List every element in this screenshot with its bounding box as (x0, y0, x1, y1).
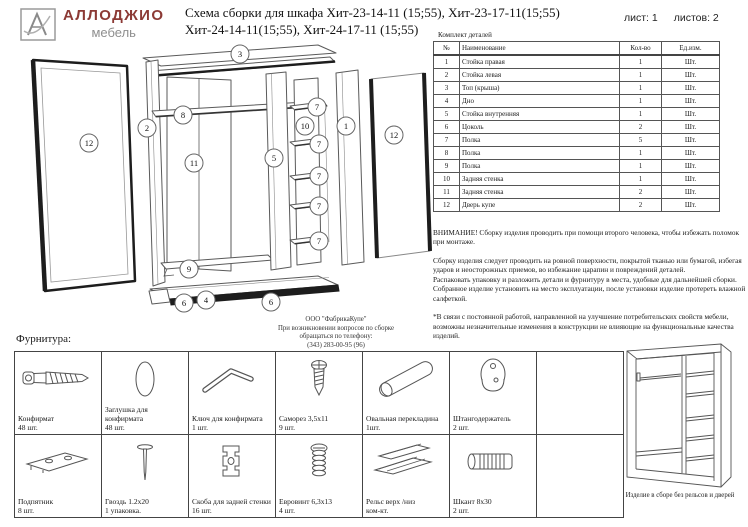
hardware-cell (276, 352, 363, 435)
callout (337, 117, 355, 135)
callout (265, 149, 283, 167)
part-name: Дно (460, 95, 620, 108)
part-unit: Шт. (662, 147, 720, 160)
manufacturer-contact (252, 316, 420, 350)
part-no: 8 (434, 147, 460, 160)
part-name: Полка (460, 134, 620, 147)
callout-label: 4 (203, 295, 209, 305)
callout (175, 294, 193, 312)
contact-phone: (343) 283-00-95 (96) (307, 341, 365, 349)
parts-row (434, 134, 720, 147)
warning-text: ВНИМАНИЕ! Сборку изделия проводить при помощи второго человека, чтобы избежать поломок при монтаже. (433, 228, 740, 247)
hardware-qty: 8 шт. (18, 506, 34, 515)
hardware-qty: 1 шт. (192, 423, 208, 432)
title-line-2: Хит-24-14-11(15;55), Хит-24-17-11 (15;55) (185, 21, 419, 37)
callout-label: 11 (189, 158, 199, 168)
hex-key-icon (193, 357, 271, 401)
part-no: 2 (434, 69, 460, 82)
callout (310, 135, 328, 153)
callout-label: 6 (181, 298, 187, 308)
hardware-cell (102, 352, 189, 435)
hardware-cell (15, 435, 102, 518)
back-panel-bracket-icon (193, 440, 271, 484)
hardware-qty: 16 шт. (192, 506, 212, 515)
parts-row (434, 55, 720, 69)
part-qty: 1 (620, 108, 662, 121)
parts-row (434, 69, 720, 82)
part-unit: Шт. (662, 134, 720, 147)
hardware-cell (276, 435, 363, 518)
part-qty: 1 (620, 95, 662, 108)
oval-rod-icon (367, 357, 445, 401)
nail-icon (106, 440, 184, 484)
hardware-name: Евровинт 6,3х13 (279, 497, 332, 506)
hardware-cell (363, 435, 450, 518)
callout-label: 10 (300, 121, 310, 131)
hardware-qty: 2 шт. (453, 423, 469, 432)
brand-logo (20, 8, 164, 41)
note-paragraph: *В связи с постоянной работой, направленной на улучшение потребительских свойств мебели, возможны незначительные изменения в конструкции не влияющие на функциональные качества изделий. (433, 312, 734, 341)
part-name: Топ (крыша) (460, 82, 620, 95)
foot-pad-icon (19, 440, 97, 484)
hardware-cell (189, 352, 276, 435)
euro-screw-icon (280, 440, 358, 484)
callout-label: 8 (180, 110, 186, 120)
callout-label: 12 (84, 138, 94, 148)
title-line-1: Схема сборки для шкафа Хит-23-14-11 (15;55), Хит-23-17-11(15;55) (185, 5, 560, 20)
part-unit: Шт. (662, 173, 720, 186)
hardware-qty: ком-кт. (366, 506, 389, 515)
left-door (33, 60, 135, 291)
part-qty: 5 (620, 134, 662, 147)
part-name: Дверь купе (460, 199, 620, 212)
part-unit: Шт. (662, 186, 720, 199)
sheets-total: листов: 2 (673, 12, 719, 24)
hardware-qty: 4 шт. (279, 506, 295, 515)
logo-icon (20, 8, 56, 41)
hardware-caption: Фурнитура: (16, 333, 72, 345)
callout (231, 45, 249, 63)
hardware-qty: 48 шт. (105, 423, 125, 432)
hardware-name: Конфирмат (18, 414, 55, 423)
hardware-cell (102, 435, 189, 518)
part-unit: Шт. (662, 199, 720, 212)
hardware-name: Саморез 3,5х11 (279, 414, 329, 423)
callout (296, 117, 314, 135)
hardware-name: Штангодержатель (453, 414, 511, 423)
callout-label: 9 (186, 264, 192, 274)
part-qty: 2 (620, 186, 662, 199)
hardware-qty: 48 шт. (18, 423, 38, 432)
hardware-name: Заглушка для конфирмата (105, 405, 148, 423)
part-qty: 1 (620, 55, 662, 69)
hardware-name: Гвоздь 1.2х20 (105, 497, 149, 506)
parts-row (434, 108, 720, 121)
page-title (185, 5, 560, 39)
note-paragraph: Собранное изделие установить на место эксплуатации, после установки изделие протереть влажной салфеткой. (433, 284, 746, 303)
parts-table (433, 41, 720, 212)
hardware-cell (450, 435, 537, 518)
callout (310, 167, 328, 185)
part-no: 11 (434, 186, 460, 199)
part-name: Стойка внутренняя (460, 108, 620, 121)
dowel-icon (454, 440, 532, 484)
part-name: Задняя стенка (460, 186, 620, 199)
part-unit: Шт. (662, 160, 720, 173)
callout (197, 291, 215, 309)
rod-holder-icon (454, 357, 532, 401)
part-qty: 1 (620, 173, 662, 186)
part-no: 10 (434, 173, 460, 186)
hardware-qty: 1шт. (366, 423, 381, 432)
contact-line: обращаться по телефону: (299, 333, 373, 341)
exploded-assembly-diagram (10, 40, 435, 332)
col-header-no: № (434, 42, 460, 56)
part-no: 4 (434, 95, 460, 108)
contact-line: При возникновении вопросов по сборке (277, 324, 395, 332)
note-paragraph: Сборку изделия следует проводить на ровной поверхности, покрытой тканью или бумагой, избегая ударов и неосторожных приемов, во избежание царапин и повреждений деталей. (433, 255, 742, 275)
parts-header-row (434, 42, 720, 56)
part-no: 7 (434, 134, 460, 147)
callout-label: 7 (316, 171, 322, 181)
self-tapping-screw-icon (280, 357, 358, 401)
hardware-name: Овальная перекладина (366, 414, 439, 423)
parts-row (434, 82, 720, 95)
callout (310, 232, 328, 250)
parts-row (434, 121, 720, 134)
callout (174, 106, 192, 124)
part-qty: 2 (620, 199, 662, 212)
part-unit: Шт. (662, 95, 720, 108)
hardware-table (14, 351, 624, 518)
part-unit: Шт. (662, 69, 720, 82)
part-name: Стойка правая (460, 55, 620, 69)
assembled-view-caption: Изделие в сборе без рельсов и дверей (625, 492, 735, 499)
hardware-name: Шкант 8х30 (453, 497, 492, 506)
part-qty: 1 (620, 147, 662, 160)
rail-icon (367, 440, 445, 484)
hardware-name: Подпятник (18, 497, 54, 506)
part-name: Полка (460, 160, 620, 173)
callout-label: 12 (389, 130, 399, 140)
hardware-cell (189, 435, 276, 518)
part-unit: Шт. (662, 82, 720, 95)
callout-label: 2 (144, 123, 150, 133)
left-upright (146, 60, 165, 286)
hardware-qty: 2 шт. (453, 506, 469, 515)
parts-row (434, 147, 720, 160)
right-upright (336, 70, 364, 265)
callout-label: 3 (237, 49, 243, 59)
assembled-product-drawing (615, 342, 748, 492)
part-name: Стойка левая (460, 69, 620, 82)
brand-subtitle: мебель (91, 24, 136, 40)
sheet-info (624, 12, 735, 24)
part-no: 3 (434, 82, 460, 95)
part-unit: Шт. (662, 55, 720, 69)
callout-label: 7 (316, 236, 322, 246)
hardware-name: Ключ для конфирмата (192, 414, 263, 423)
part-qty: 1 (620, 82, 662, 95)
hardware-cell (15, 352, 102, 435)
parts-row (434, 95, 720, 108)
callout (310, 197, 328, 215)
assembly-notes (433, 228, 746, 341)
parts-table-caption: Комплект деталей (438, 31, 492, 39)
hardware-name: Скоба для задней стенки (192, 497, 271, 506)
callout-label: 5 (271, 153, 277, 163)
part-qty: 1 (620, 160, 662, 173)
part-no: 6 (434, 121, 460, 134)
part-no: 9 (434, 160, 460, 173)
part-no: 1 (434, 55, 460, 69)
hardware-qty: 9 шт. (279, 423, 295, 432)
part-unit: Шт. (662, 121, 720, 134)
callout-label: 6 (268, 297, 274, 307)
inner-upright (266, 72, 291, 270)
note-paragraph: Распаковать упаковку и разложить детали и фурнитуру в места, удобные для дальнейшей сборки. (433, 274, 737, 284)
callout (80, 134, 98, 152)
hardware-name: Рельс верх /низ (366, 497, 416, 506)
confirmat-cap-icon (106, 357, 184, 401)
callout-label: 7 (316, 201, 322, 211)
callout (308, 98, 326, 116)
callout (385, 126, 403, 144)
callout (180, 260, 198, 278)
parts-row (434, 199, 720, 212)
part-qty: 1 (620, 69, 662, 82)
right-door (371, 73, 430, 258)
part-name: Задняя стенка (460, 173, 620, 186)
col-header-qty: Кол-во (620, 42, 662, 56)
hardware-cell (363, 352, 450, 435)
part-qty: 2 (620, 121, 662, 134)
hardware-cell-empty (537, 435, 624, 518)
parts-row (434, 160, 720, 173)
hardware-cell-empty (537, 352, 624, 435)
col-header-name: Наименование (460, 42, 620, 56)
callout (262, 293, 280, 311)
parts-row (434, 173, 720, 186)
part-name: Полка (460, 147, 620, 160)
callout (185, 154, 203, 172)
part-name: Цоколь (460, 121, 620, 134)
brand-name: АЛЛОДЖИО (63, 7, 165, 24)
part-unit: Шт. (662, 108, 720, 121)
part-no: 5 (434, 108, 460, 121)
hardware-qty: 1 упаковка. (105, 506, 142, 515)
company-name: ООО "ФабрикаКупе" (305, 316, 367, 323)
callout-label: 7 (316, 139, 322, 149)
sheet-number: лист: 1 (624, 12, 658, 24)
callout (138, 119, 156, 137)
col-header-unit: Ед.изм. (662, 42, 720, 56)
part-no: 12 (434, 199, 460, 212)
callout-label: 7 (314, 102, 320, 112)
parts-row (434, 186, 720, 199)
callout-label: 1 (343, 121, 349, 131)
hardware-cell (450, 352, 537, 435)
confirmat-screw-icon (19, 357, 97, 401)
